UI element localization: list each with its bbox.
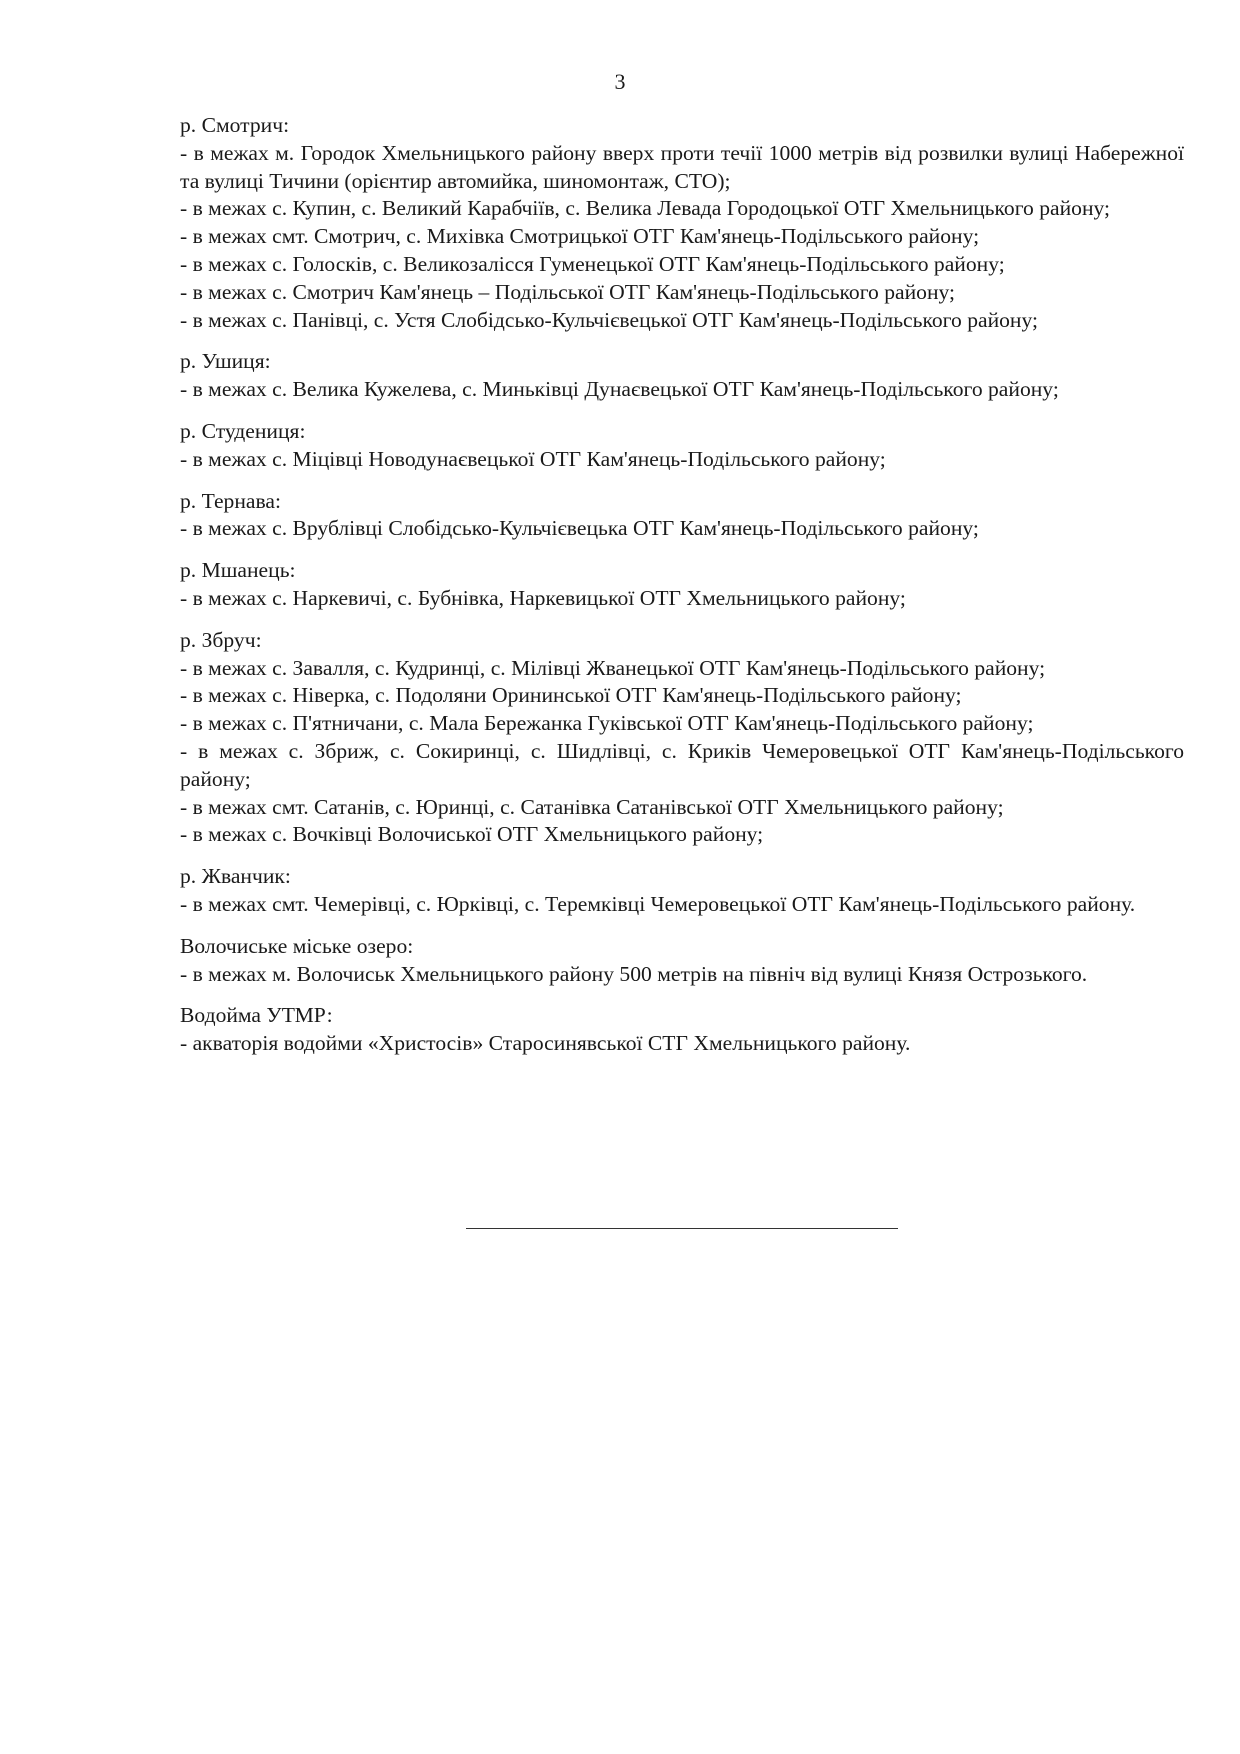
list-item: - в межах смт. Чемерівці, с. Юрківці, с. Теремківці Чемеровецької ОТГ Кам'янець-Подільського району. bbox=[180, 891, 1136, 916]
section-zhvanchyk bbox=[180, 863, 1184, 919]
list-item: - в межах с. Смотрич Кам'янець – Подільської ОТГ Кам'янець-Подільського району; bbox=[180, 279, 956, 304]
list-item: - в межах с. Купин, с. Великий Карабчіїв, с. Велика Левада Городоцької ОТГ Хмельницького району; bbox=[180, 196, 1111, 221]
section-ternava bbox=[180, 488, 1184, 544]
section-ushytsia bbox=[180, 348, 1184, 404]
section-heading: р. Студениця: bbox=[180, 418, 306, 443]
section-smotrych bbox=[180, 112, 1184, 334]
section-zbruch bbox=[180, 627, 1184, 849]
section-studenytsia bbox=[180, 418, 1184, 474]
list-item: - в межах м. Волочиськ Хмельницького району 500 метрів на північ від вулиці Князя Острозького. bbox=[180, 961, 1088, 986]
section-heading: р. Жванчик: bbox=[180, 864, 291, 889]
section-utmr-reservoir bbox=[180, 1002, 1184, 1058]
document-body bbox=[180, 112, 1184, 1072]
list-item: - в межах с. Ніверка, с. Подоляни Орининської ОТГ Кам'янець-Подільського району; bbox=[180, 683, 962, 708]
list-item: - в межах с. Завалля, с. Кудринці, с. Мілівці Жванецької ОТГ Кам'янець-Подільського району; bbox=[180, 655, 1046, 680]
list-item: - в межах с. Панівці, с. Устя Слобідсько-Кульчієвецької ОТГ Кам'янець-Подільського району; bbox=[180, 307, 1038, 332]
list-item: - в межах с. Врублівці Слобідсько-Кульчієвецька ОТГ Кам'янець-Подільського району; bbox=[180, 516, 979, 541]
list-item: - в межах с. Велика Кужелева, с. Миньківці Дунаєвецької ОТГ Кам'янець-Подільського району; bbox=[180, 377, 1059, 402]
list-item: - акваторія водойми «Христосів» Старосинявської СТГ Хмельницького району. bbox=[180, 1031, 911, 1056]
list-item: - в межах с. П'ятничани, с. Мала Бережанка Гуківської ОТГ Кам'янець-Подільського району; bbox=[180, 711, 1034, 736]
list-item: - в межах с. Голосків, с. Великозалісся Гуменецької ОТГ Кам'янець-Подільського району; bbox=[180, 251, 1005, 276]
page-number: 3 bbox=[614, 69, 626, 94]
section-heading: р. Ушиця: bbox=[180, 349, 271, 374]
section-heading: р. Тернава: bbox=[180, 488, 281, 513]
section-heading: р. Смотрич: bbox=[180, 113, 290, 137]
section-volochysk-lake bbox=[180, 933, 1184, 989]
closing-divider bbox=[466, 1228, 898, 1229]
list-item: - в межах смт. Смотрич, с. Михівка Смотрицької ОТГ Кам'янець-Подільського району; bbox=[180, 224, 980, 249]
list-item: - в межах с. Збриж, с. Сокиринці, с. Шидлівці, с. Криків Чемеровецької ОТГ Кам'янець-Подільського району; bbox=[180, 738, 1184, 791]
list-item: - в межах с. Наркевичі, с. Бубнівка, Наркевицької ОТГ Хмельницького району; bbox=[180, 585, 906, 610]
section-heading: Волочиське міське озеро: bbox=[180, 933, 414, 958]
section-heading: Водойма УТМР: bbox=[180, 1003, 333, 1028]
section-heading: р. Мшанець: bbox=[180, 558, 296, 583]
list-item: - в межах м. Городок Хмельницького району вверх проти течії 1000 метрів від розвилки вулиці Набережної та вулиці Тичини (орієнтир автомийка, шиномонтаж, СТО); bbox=[180, 140, 1184, 193]
list-item: - в межах смт. Сатанів, с. Юринці, с. Сатанівка Сатанівської ОТГ Хмельницького району; bbox=[180, 794, 1004, 819]
section-heading: р. Збруч: bbox=[180, 627, 262, 652]
section-mshanets bbox=[180, 557, 1184, 613]
list-item: - в межах с. Вочківці Волочиської ОТГ Хмельницького району; bbox=[180, 822, 764, 847]
list-item: - в межах с. Міцівці Новодунаєвецької ОТГ Кам'янець-Подільського району; bbox=[180, 446, 886, 471]
